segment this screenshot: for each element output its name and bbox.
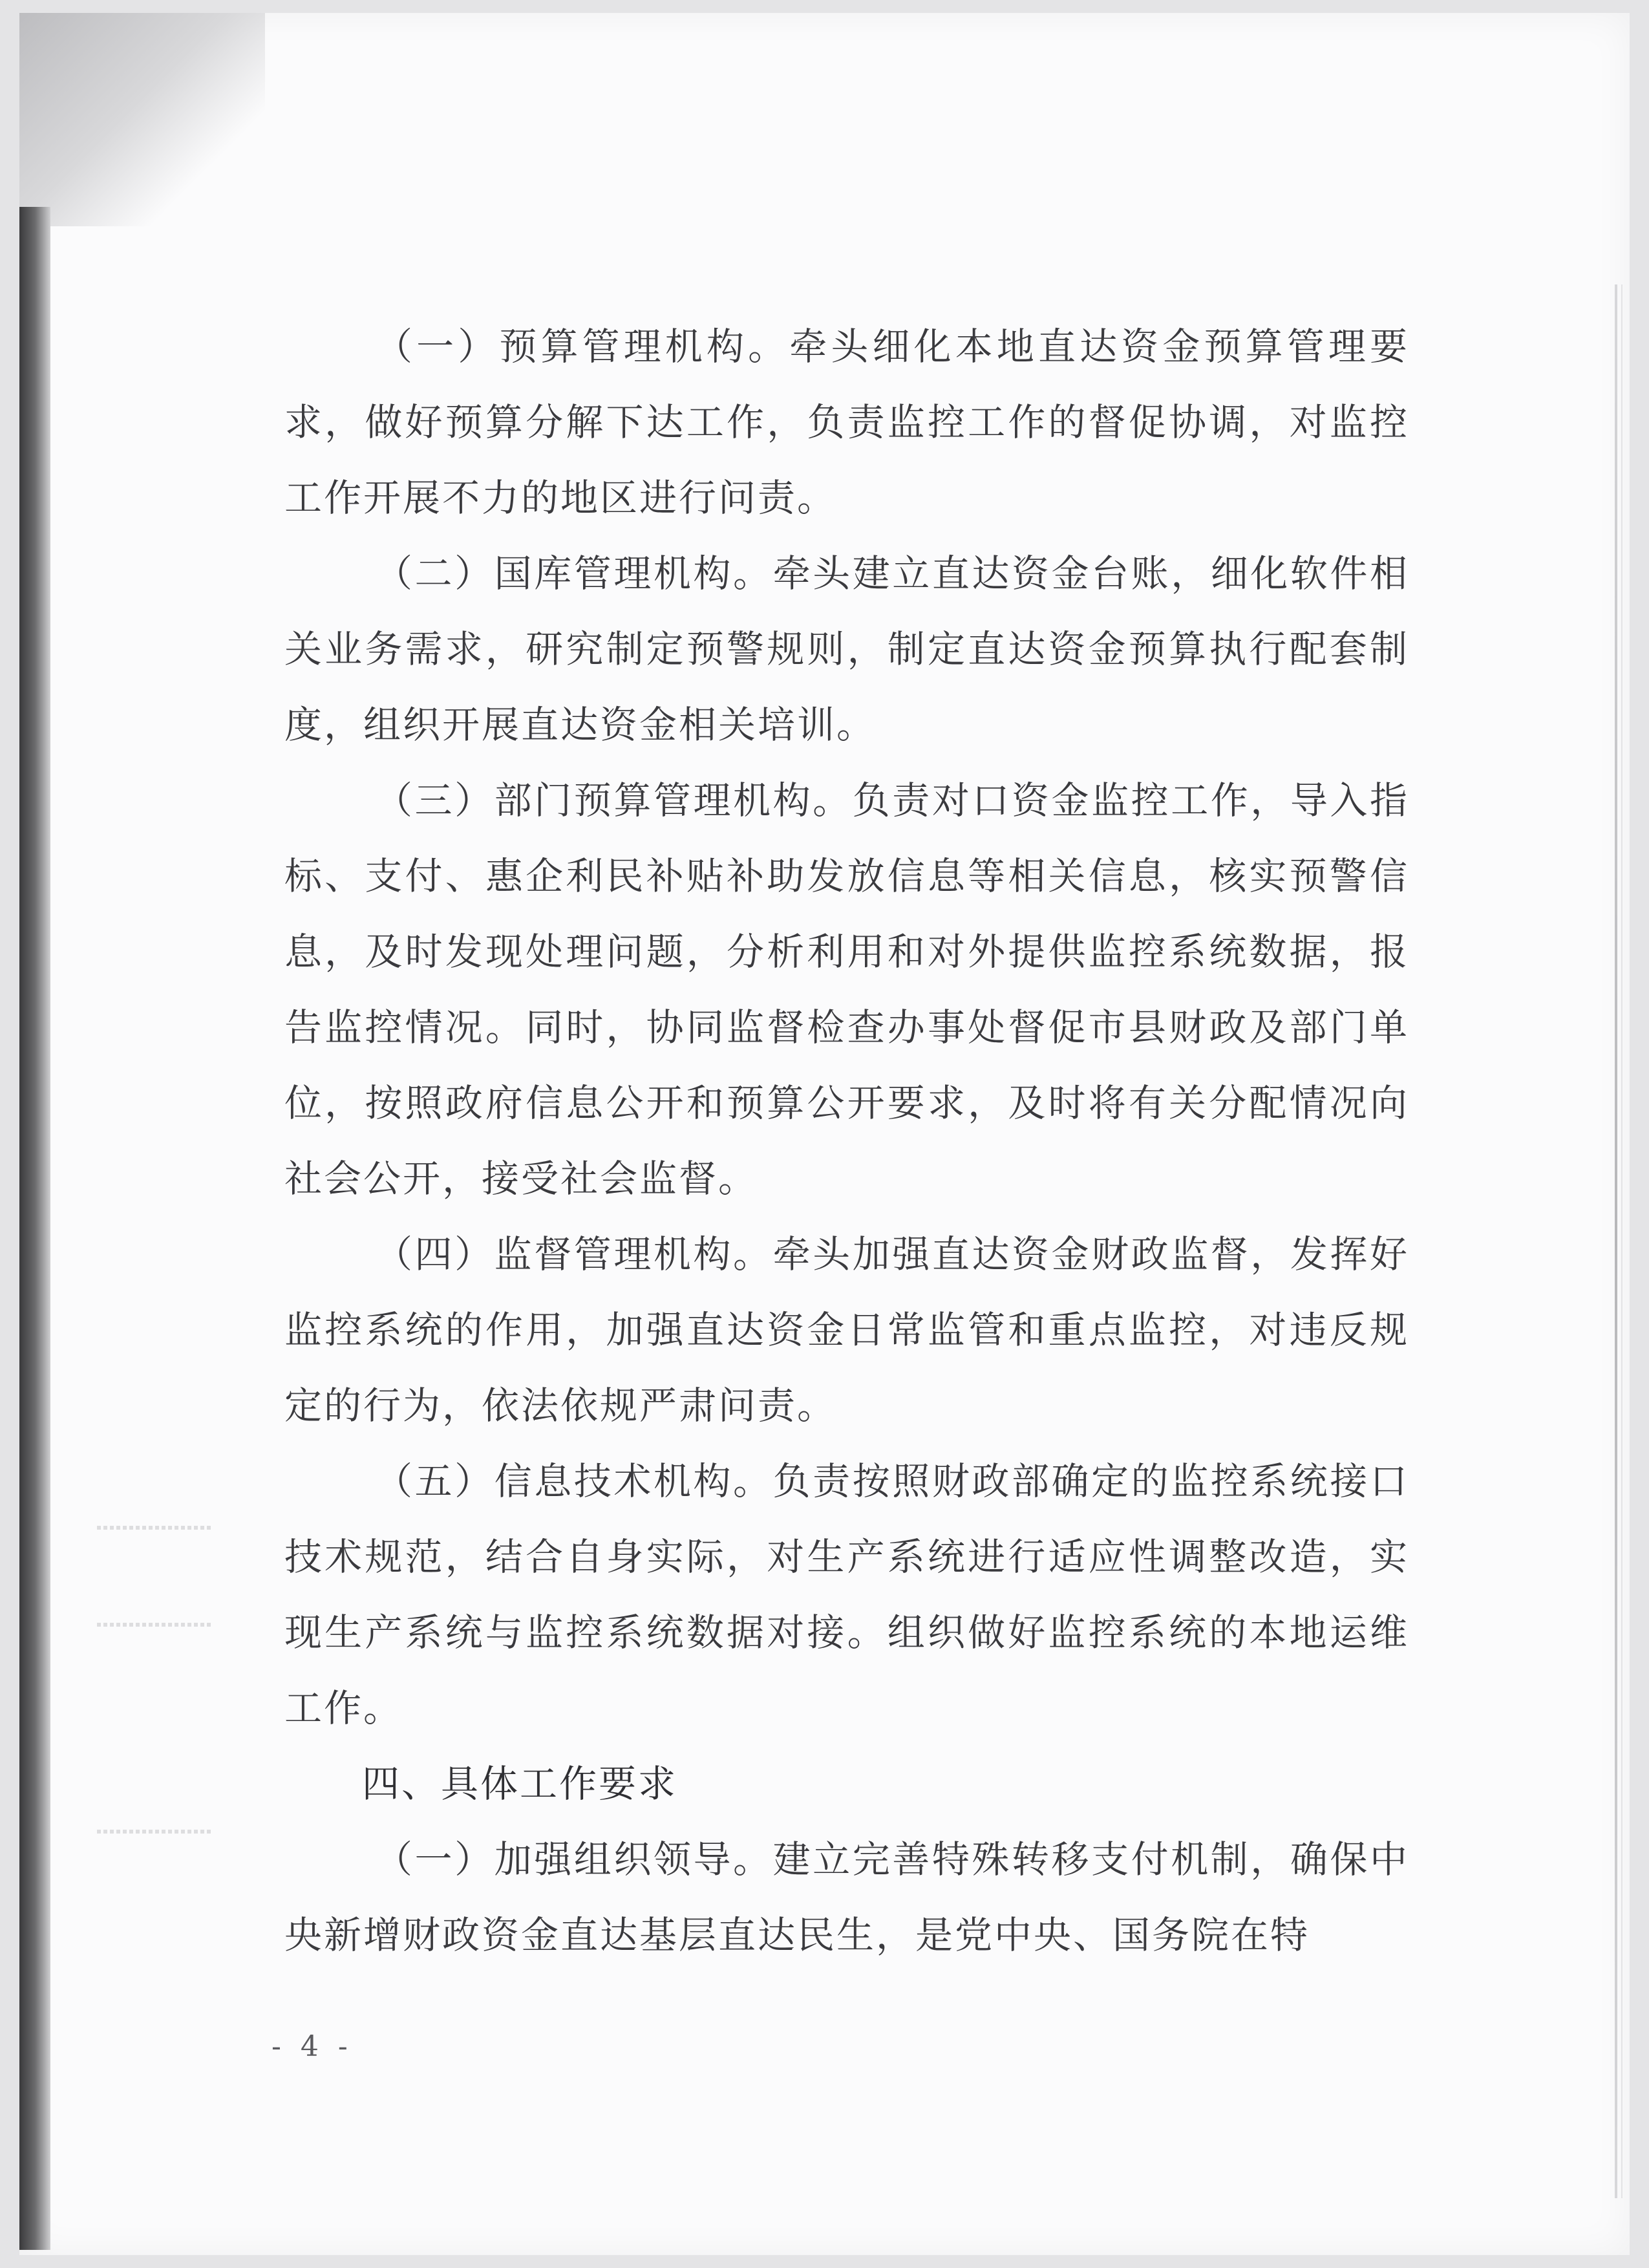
scanner-edge-left [19, 207, 50, 2250]
document-body [284, 309, 1409, 1973]
paragraph-budget-management: （一）预算管理机构。牵头细化本地直达资金预算管理要求，做好预算分解下达工作，负责监控工作的督促协调，对监控工作开展不力的地区进行问责。 [284, 325, 1409, 520]
paragraph-organization-leadership: （一）加强组织领导。建立完善特殊转移支付机制，确保中央新增财政资金直达基层直达民生，是党中央、国务院在特 [284, 1837, 1409, 1957]
paragraph-department-budget: （三）部门预算管理机构。负责对口资金监控工作，导入指标、支付、惠企利民补贴补助发放信息等相关信息，核实预警信息，及时发现处理问题，分析利用和对外提供监控系统数据，报告监控情况。同时，协同监督检查办事处督促市县财政及部门单位，按照政府信息公开和预算公开要求，及时将有关分配情况向社会公开，接受社会监督。 [284, 778, 1409, 1201]
margin-smudge [97, 1830, 213, 1834]
paragraph-information-technology: （五）信息技术机构。负责按照财政部确定的监控系统接口技术规范，结合自身实际，对生产系统进行适应性调整改造，实现生产系统与监控系统数据对接。组织做好监控系统的本地运维工作。 [284, 1459, 1409, 1730]
paragraph-supervision: （四）监督管理机构。牵头加强直达资金财政监督，发挥好监控系统的作用，加强直达资金日常监管和重点监控，对违反规定的行为，依法依规严肃问责。 [284, 1232, 1409, 1428]
section-heading: 四、具体工作要求 [362, 1762, 678, 1806]
scanner-edge-right [1615, 284, 1617, 2198]
margin-smudge [97, 1526, 213, 1530]
page-fold-shadow [19, 13, 265, 226]
margin-smudge [97, 1623, 213, 1627]
paragraph-treasury-management: （二）国库管理机构。牵头建立直达资金台账，细化软件相关业务需求，研究制定预警规则，制定直达资金预算执行配套制度，组织开展直达资金相关培训。 [284, 551, 1409, 747]
scanner-edge-right-inner [1621, 284, 1622, 2198]
page-number: - 4 - [271, 2030, 353, 2063]
